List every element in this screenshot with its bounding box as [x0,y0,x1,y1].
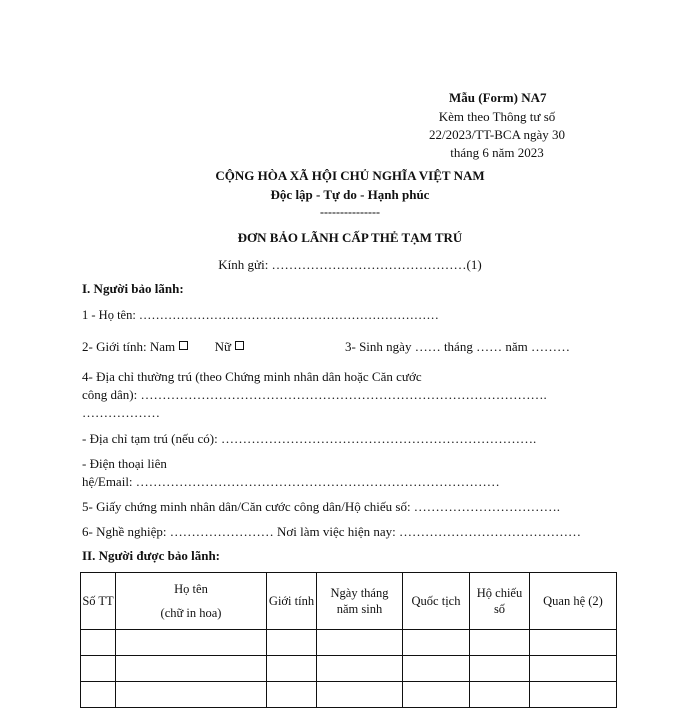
section-2-heading: II. Người được bảo lãnh: [82,548,220,563]
cell-dob[interactable] [317,682,403,708]
col-header-name-main: Họ tên [174,582,208,596]
table-row[interactable] [81,682,617,708]
col-header-nationality: Quốc tịch [403,573,470,630]
cell-no[interactable] [81,630,116,656]
sponsor-birth-line[interactable]: 3- Sinh ngày …… tháng …… năm ……… [345,339,570,354]
col-header-passport [470,573,530,630]
col-header-no: Số TT [81,573,116,630]
col-header-dob-1: Ngày tháng [330,586,389,600]
gender-male-label: 2- Giới tính: Nam [82,339,176,354]
gender-female-checkbox[interactable] [235,341,244,350]
table-header-row [81,573,617,630]
cell-no[interactable] [81,656,116,682]
title-divider: --------------- [320,205,380,219]
col-header-gender: Giới tính [267,573,317,630]
cell-relation[interactable] [530,656,617,682]
col-header-name [116,573,267,630]
document-title: ĐƠN BẢO LÃNH CẤP THẺ TẠM TRÚ [237,230,463,245]
cell-gender[interactable] [267,630,317,656]
sponsor-gender-line [82,339,244,355]
cell-no[interactable] [81,682,116,708]
national-title: CỘNG HÒA XÃ HỘI CHỦ NGHĨA VIỆT NAM [215,168,485,183]
table-row[interactable] [81,630,617,656]
occupation-line[interactable]: 6- Nghề nghiệp: …………………… Nơi làm việc hiện nay: …………………………………… [82,524,582,539]
gender-female-label: Nữ [214,339,232,354]
section-1-heading: I. Người bảo lãnh: [82,281,184,296]
addressee-line: Kính gửi: ………………………………………(1) [218,257,482,272]
cell-name[interactable] [116,630,267,656]
cell-name[interactable] [116,656,267,682]
temp-address-line[interactable]: - Địa chỉ tạm trú (nếu có): ………………………………………………………………. [82,431,537,446]
cell-relation[interactable] [530,682,617,708]
cell-passport[interactable] [470,656,530,682]
issued-by-line-3: tháng 6 năm 2023 [450,145,544,160]
col-header-name-sub: (chữ in hoa) [160,606,222,620]
cell-nationality[interactable] [403,656,470,682]
form-code: Mẫu (Form) NA7 [449,90,547,105]
sponsored-persons-table [80,572,617,708]
col-header-passport-2: số [493,602,506,616]
cell-passport[interactable] [470,682,530,708]
id-document-line[interactable]: 5- Giấy chứng minh nhân dân/Căn cước công dân/Hộ chiếu số: ……………………………. [82,499,561,514]
col-header-dob-2: năm sinh [336,602,383,616]
cell-name[interactable] [116,682,267,708]
issued-by-line-1: Kèm theo Thông tư số [438,109,556,124]
address-line-2[interactable]: công dân): …………………………………………………………………………………. [82,387,547,402]
col-header-dob [317,573,403,630]
col-header-relation: Quan hệ (2) [530,573,617,630]
cell-relation[interactable] [530,630,617,656]
cell-gender[interactable] [267,682,317,708]
cell-nationality[interactable] [403,682,470,708]
table-row[interactable] [81,656,617,682]
cell-dob[interactable] [317,656,403,682]
sponsor-name-line[interactable]: 1 - Họ tên: ……………………………………………………………… [82,308,439,322]
address-line-3[interactable]: ……………… [82,405,160,420]
gender-male-checkbox[interactable] [179,341,188,350]
cell-passport[interactable] [470,630,530,656]
phone-line-1: - Điện thoại liên [82,456,167,471]
phone-line-2[interactable]: hệ/Email: ………………………………………………………………………… [82,474,500,489]
issued-by-line-2: 22/2023/TT-BCA ngày 30 [428,127,566,142]
national-motto: Độc lập - Tự do - Hạnh phúc [270,187,430,202]
address-line-1: 4- Địa chỉ thường trú (theo Chứng minh nhân dân hoặc Căn cước [82,369,422,384]
cell-nationality[interactable] [403,630,470,656]
cell-dob[interactable] [317,630,403,656]
col-header-passport-1: Hộ chiếu [476,586,523,600]
cell-gender[interactable] [267,656,317,682]
